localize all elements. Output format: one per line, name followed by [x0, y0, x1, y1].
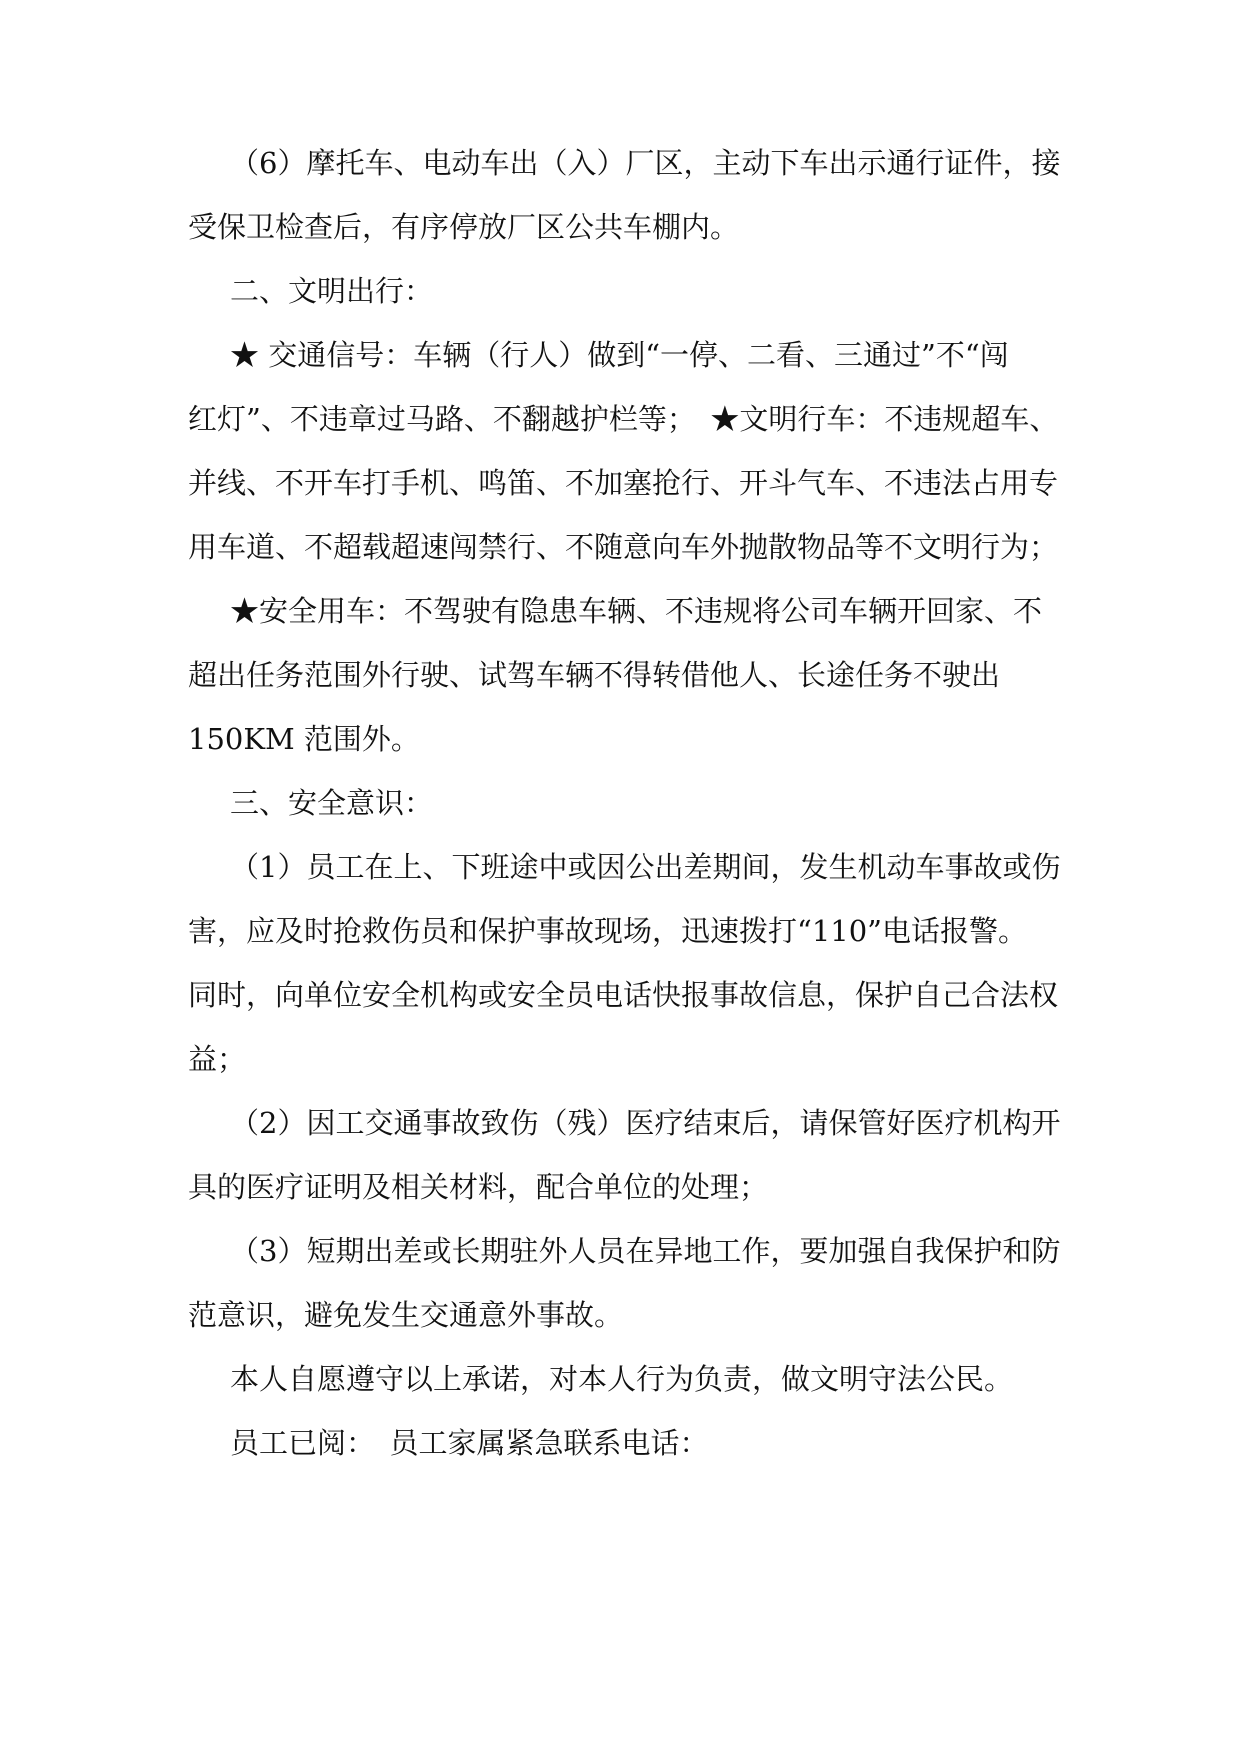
signature-line: 员工已阅： 员工家属紧急联系电话：	[230, 1426, 709, 1460]
paragraph-line: 具的医疗证明及相关材料，配合单位的处理；	[188, 1170, 769, 1204]
paragraph-line: 并线、不开车打手机、鸣笛、不加塞抢行、开斗气车、不违法占用专	[188, 466, 1059, 500]
section-heading: 三、安全意识：	[230, 786, 434, 820]
paragraph-line: 超出任务范围外行驶、试驾车辆不得转借他人、长途任务不驶出	[188, 658, 1001, 692]
paragraph-line: 范意识，避免发生交通意外事故。	[188, 1298, 624, 1332]
paragraph-line: ★安全用车：不驾驶有隐患车辆、不违规将公司车辆开回家、不	[230, 594, 1043, 628]
paragraph-line: 害，应及时抢救伤员和保护事故现场，迅速拨打“110”电话报警。	[188, 914, 1028, 948]
paragraph-line: （6）摩托车、电动车出（入）厂区，主动下车出示通行证件，接	[230, 146, 1061, 180]
paragraph-line: 益；	[188, 1042, 247, 1076]
commitment-line: 本人自愿遵守以上承诺，对本人行为负责，做文明守法公民。	[230, 1362, 1014, 1396]
paragraph-line: （3）短期出差或长期驻外人员在异地工作，要加强自我保护和防	[230, 1234, 1061, 1268]
paragraph-line: （2）因工交通事故致伤（残）医疗结束后，请保管好医疗机构开	[230, 1106, 1061, 1140]
paragraph-line: （1）员工在上、下班途中或因公出差期间，发生机动车事故或伤	[230, 850, 1061, 884]
paragraph-line: 同时，向单位安全机构或安全员电话快报事故信息，保护自己合法权	[188, 978, 1059, 1012]
document-body	[188, 131, 1068, 1475]
paragraph-line: 150KM 范围外。	[188, 722, 420, 756]
paragraph-line: ★ 交通信号：车辆（行人）做到“一停、二看、三通过”不“闯	[230, 338, 1009, 372]
section-heading: 二、文明出行：	[230, 274, 434, 308]
paragraph-line: 受保卫检查后，有序停放厂区公共车棚内。	[188, 210, 740, 244]
paragraph-line: 红灯”、不违章过马路、不翻越护栏等； ★文明行车：不违规超车、	[188, 402, 1059, 436]
paragraph-line: 用车道、不超载超速闯禁行、不随意向车外抛散物品等不文明行为；	[188, 530, 1059, 564]
